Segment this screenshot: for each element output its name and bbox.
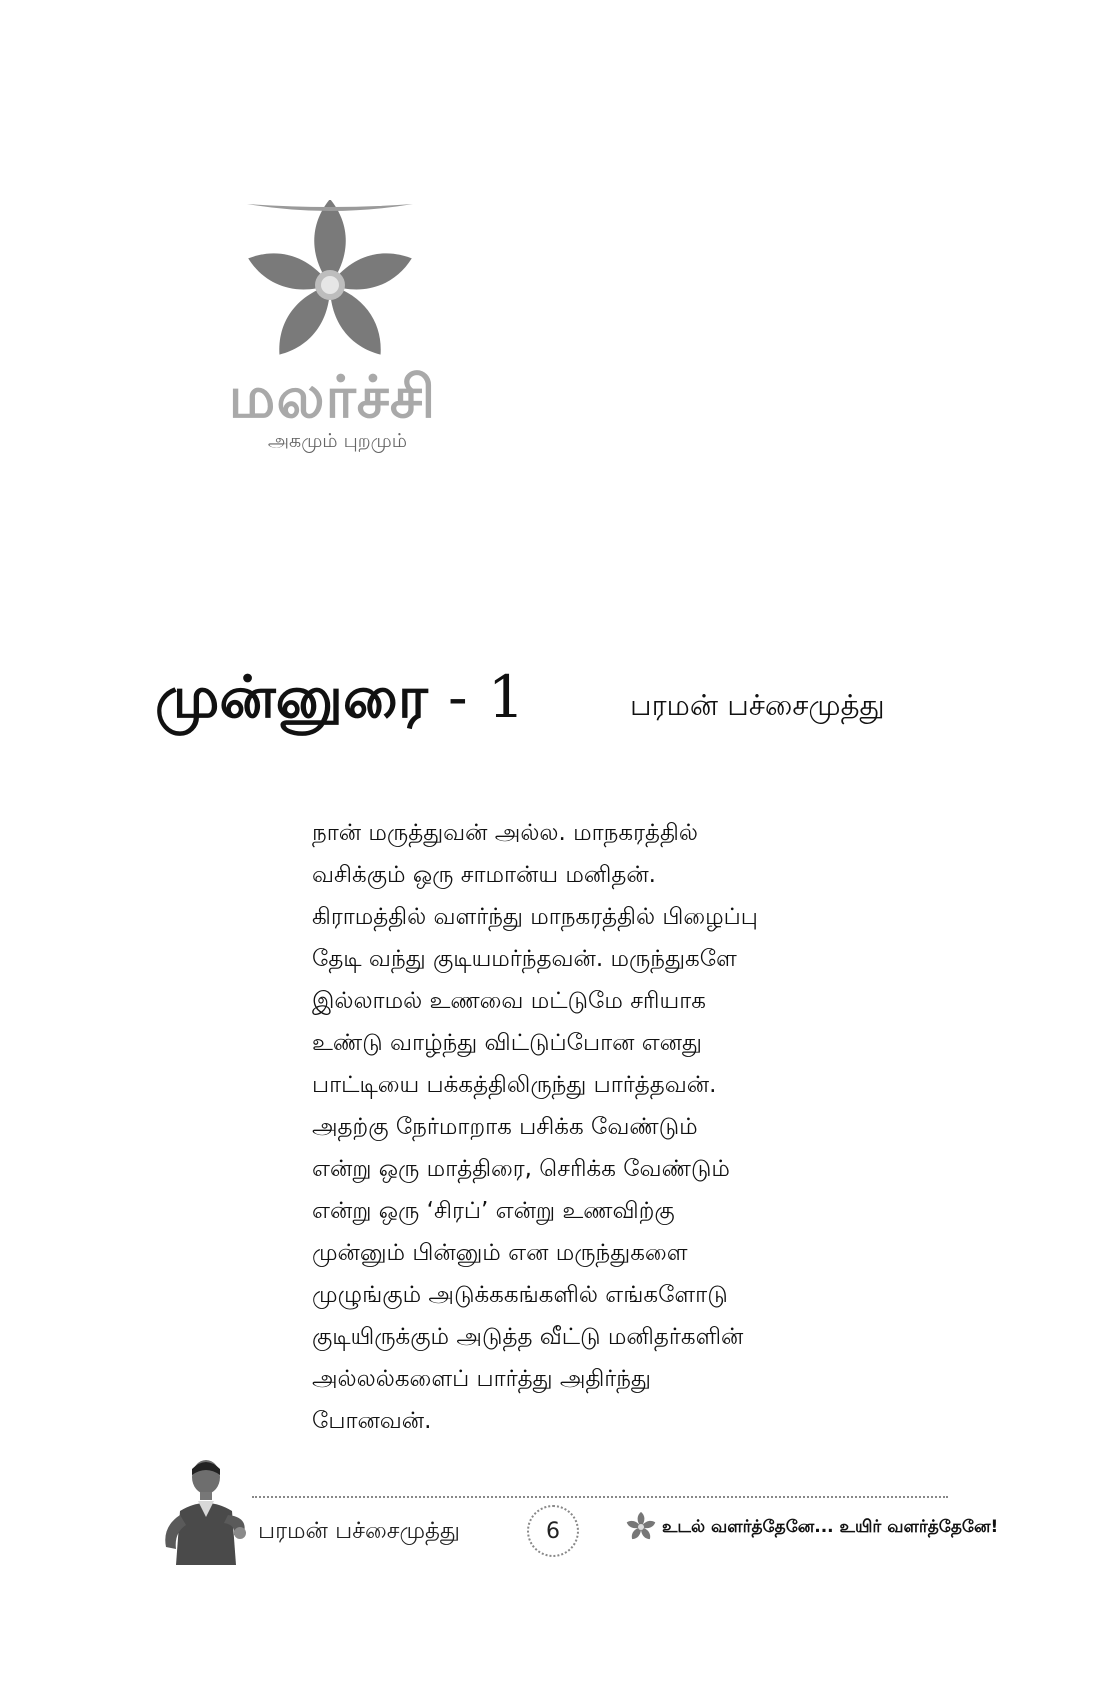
text-line: கிராமத்தில் வளர்ந்து மாநகரத்தில் பிழைப்பு	[312, 904, 758, 930]
footer-author-name: பரமன் பச்சைமுத்து	[258, 1518, 460, 1544]
text-line: போனவன்.	[312, 1408, 432, 1434]
logo-wordmark: மலர்ச்சி	[228, 363, 437, 431]
page-number-value: 6	[546, 1518, 560, 1544]
logo-swoosh-icon	[245, 200, 415, 216]
text-line: அதற்கு நேர்மாறாக பசிக்க வேண்டும்	[312, 1114, 698, 1140]
flower-small-icon	[625, 1511, 657, 1541]
brand-logo	[205, 200, 465, 470]
chapter-author: பரமன் பச்சைமுத்து	[630, 688, 885, 722]
chapter-separator: -	[447, 663, 468, 731]
text-line: என்று ஒரு ‘சிரப்’ என்று உணவிற்கு	[312, 1198, 675, 1224]
text-line: நான் மருத்துவன் அல்ல. மாநகரத்தில்	[312, 820, 698, 846]
footer-book-title: உடல் வளர்த்தேனே... உயிர் வளர்த்தேனே!	[662, 1517, 999, 1537]
text-line: உண்டு வாழ்ந்து விட்டுப்போன எனது	[312, 1030, 702, 1056]
text-line: முழுங்கும் அடுக்ககங்களில் எங்களோடு	[312, 1282, 728, 1308]
text-line: என்று ஒரு மாத்திரை, செரிக்க வேண்டும்	[312, 1156, 730, 1182]
text-line: இல்லாமல் உணவை மட்டுமே சரியாக	[312, 988, 706, 1014]
body-paragraph	[312, 812, 872, 1442]
text-line: குடியிருக்கும் அடுத்த வீட்டு மனிதர்களின்	[312, 1324, 744, 1350]
chapter-heading	[155, 663, 525, 731]
text-line: முன்னும் பின்னும் என மருந்துகளை	[312, 1240, 688, 1266]
logo-tagline: அகமும் புறமும்	[267, 430, 408, 452]
text-line: தேடி வந்து குடியமர்ந்தவன். மருந்துகளே	[312, 946, 737, 972]
chapter-number: 1	[487, 663, 525, 731]
chapter-title: முன்னுரை	[155, 663, 428, 731]
text-line: அல்லல்களைப் பார்த்து அதிர்ந்து	[312, 1366, 652, 1392]
author-photo-icon	[158, 1455, 250, 1565]
page-number	[527, 1505, 579, 1557]
text-line: பாட்டியை பக்கத்திலிருந்து பார்த்தவன்.	[312, 1072, 717, 1098]
footer-divider	[252, 1496, 948, 1498]
text-line: வசிக்கும் ஒரு சாமான்ய மனிதன்.	[312, 862, 656, 888]
flower-logo-icon	[245, 200, 415, 365]
